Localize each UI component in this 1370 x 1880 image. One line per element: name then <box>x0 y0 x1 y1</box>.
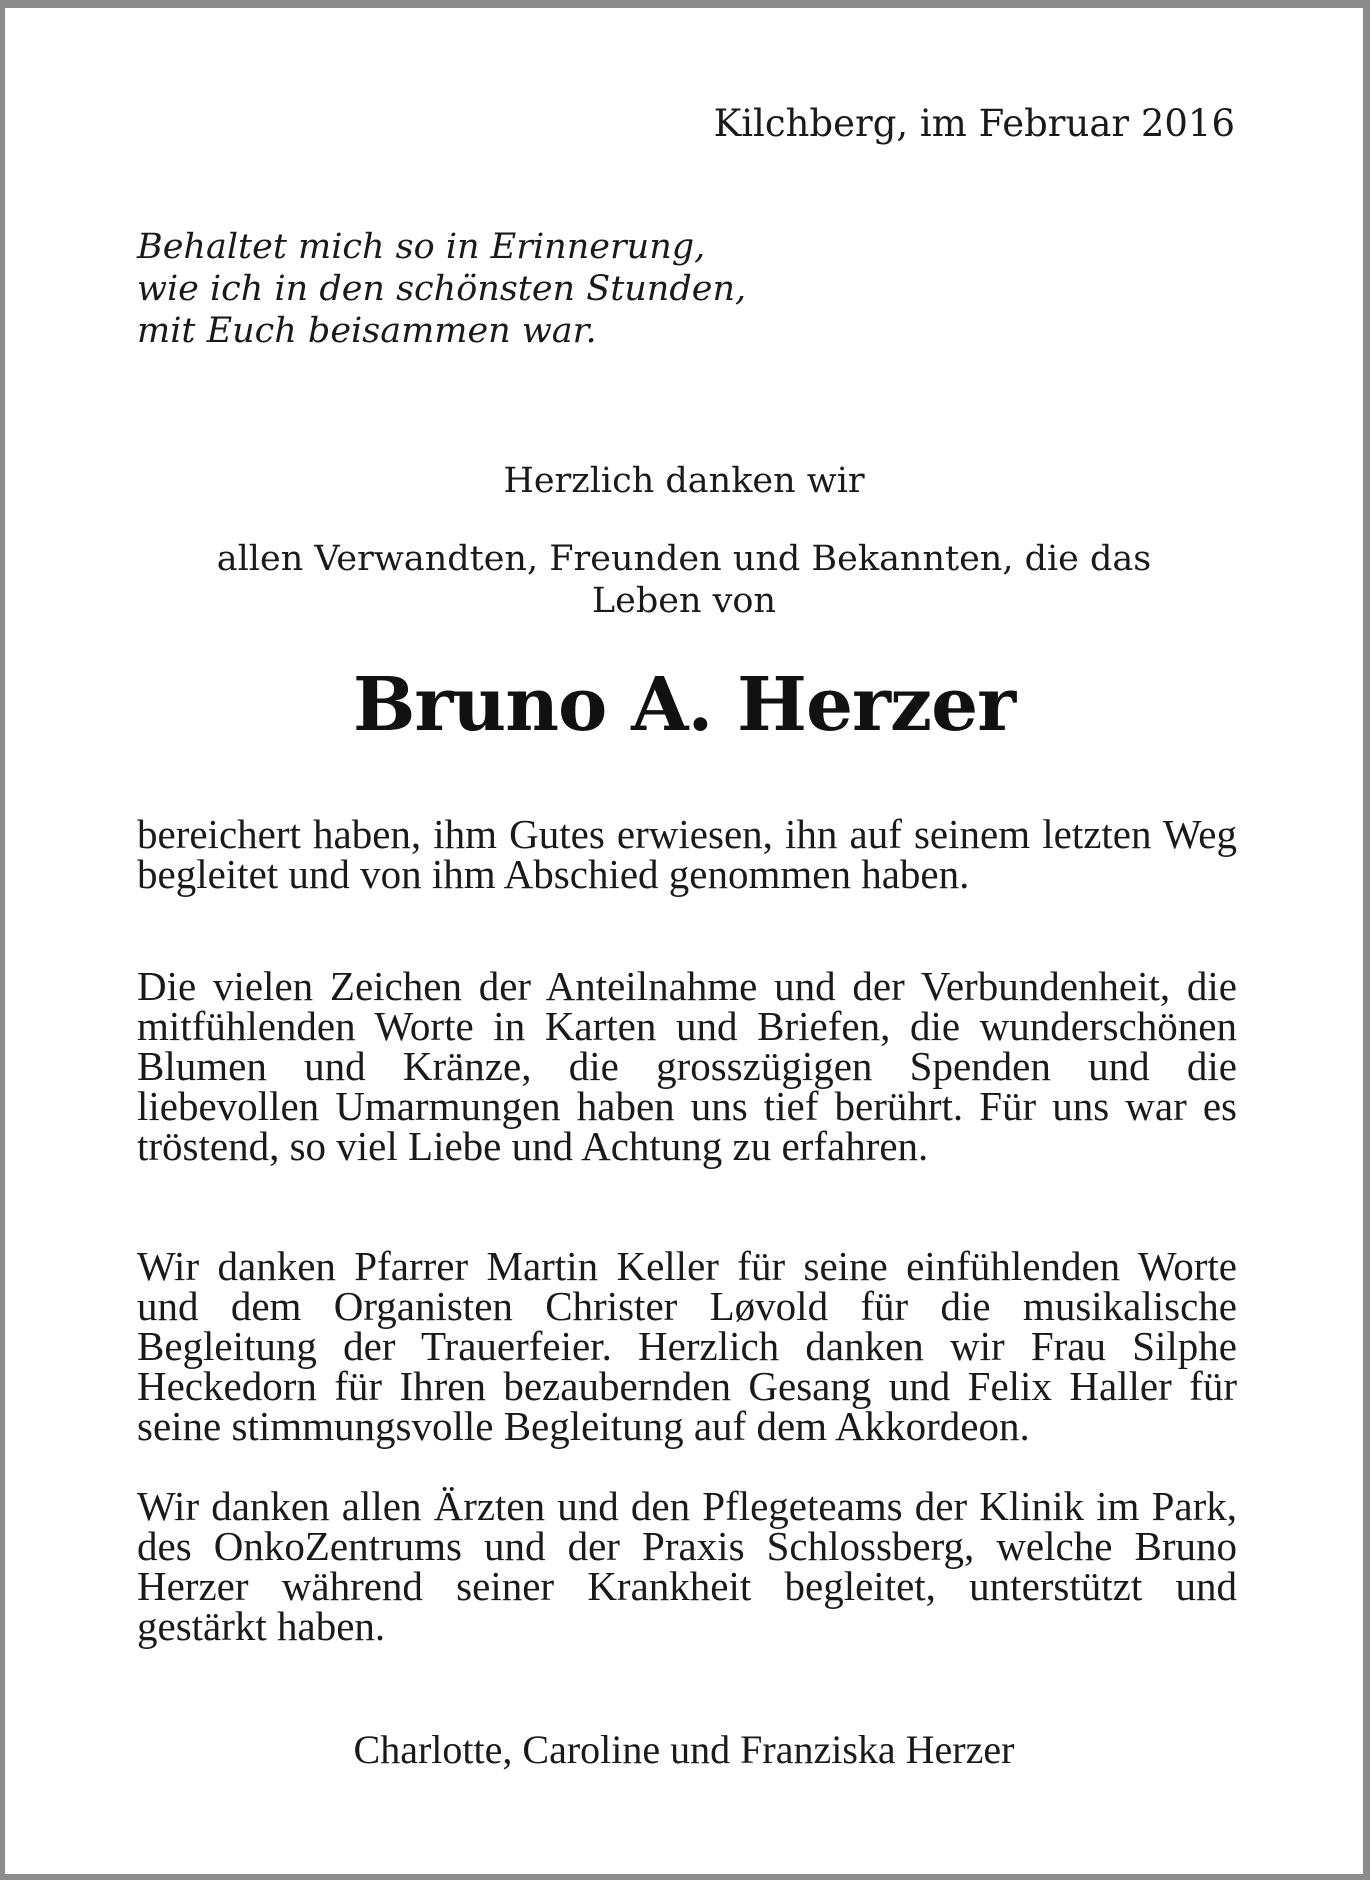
obituary-page <box>5 8 1363 1874</box>
memorial-quote <box>137 226 746 352</box>
thanks-opening: Herzlich danken wir <box>503 461 865 501</box>
quote-line: wie ich in den schönsten Stunden, <box>137 269 747 309</box>
quote-line: Behaltet mich so in Erinnerung, <box>137 227 706 267</box>
body-paragraph-2: Die vielen Zeichen der Anteilnahme und der Verbundenheit, die mitfühlenden Worte in Karten und Briefen, die wunderschönen Blumen und Kränze, die grosszügigen Spenden und die liebevollen Umarmungen haben uns tief berührt. Für uns war es tröstend, so viel Liebe und Achtung zu erfahren. <box>137 963 1237 1169</box>
dateline: Kilchberg, im Februar 2016 <box>713 102 1235 145</box>
body-paragraph-3: Wir danken Pfarrer Martin Keller für seine einfühlenden Worte und dem Organisten Christer Løvold für die musikalische Begleitung der Trauerfeier. Herzlich danken wir Frau Silphe Heckedorn für Ihren bezaubernden Gesang und Felix Haller für seine stimmungsvolle Begleitung auf dem Akkordeon. <box>137 1243 1237 1449</box>
quote-line: mit Euch beisammen war. <box>137 311 597 351</box>
body-paragraph-1: bereichert haben, ihm Gutes erwiesen, ihn auf seinem letzten Weg begleitet und von ihm Abschied genommen haben. <box>137 811 1237 897</box>
body-paragraph-4: Wir danken allen Ärzten und den Pflegeteams der Klinik im Park, des OnkoZentrums und der Praxis Schlossberg, welche Bruno Herzer während seiner Krankheit begleitet, unterstützt und gestärkt haben. <box>137 1483 1237 1649</box>
thanks-intro: allen Verwandten, Freunden und Bekannten, die das Leben von <box>216 539 1152 621</box>
deceased-name: Bruno A. Herzer <box>352 662 1016 748</box>
family-signature: Charlotte, Caroline und Franziska Herzer <box>353 1727 1015 1772</box>
